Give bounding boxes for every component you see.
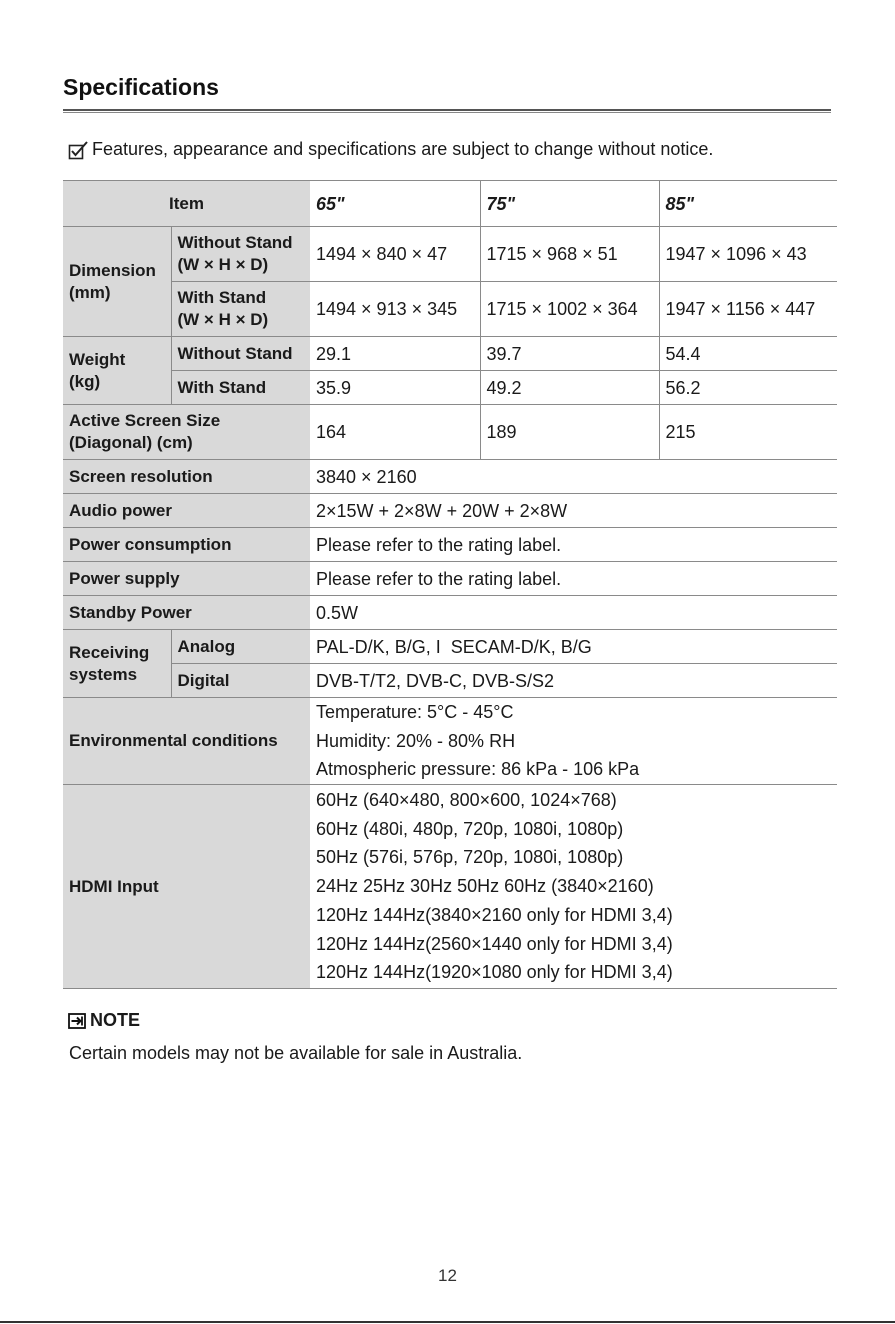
row-label-receiving xyxy=(63,630,171,698)
table-row-power-supply xyxy=(63,562,837,596)
table-cell: 1715 × 968 × 51 xyxy=(480,227,659,282)
page-number: 12 xyxy=(438,1266,457,1285)
table-cell: 215 xyxy=(659,405,837,460)
table-row-dimension-without xyxy=(63,227,837,282)
hdmi-line: 120Hz 144Hz(3840×2160 only for HDMI 3,4) xyxy=(316,904,673,925)
hdmi-line: 60Hz (480i, 480p, 720p, 1080i, 1080p) xyxy=(316,818,624,839)
with-stand-line2: (W × H × D) xyxy=(177,310,269,329)
table-cell: DVB-T/T2, DVB-C, DVB-S/S2 xyxy=(310,664,837,698)
table-row-dimension-with xyxy=(63,282,837,337)
specifications-table xyxy=(63,180,837,989)
header-model-75: 75" xyxy=(480,181,659,227)
hdmi-line: 50Hz (576i, 576p, 720p, 1080i, 1080p) xyxy=(316,847,624,868)
table-row-environment xyxy=(63,698,837,785)
table-cell: 1494 × 913 × 345 xyxy=(310,282,480,337)
table-cell: 49.2 xyxy=(480,371,659,405)
table-cell: Please refer to the rating label. xyxy=(310,528,837,562)
row-label-power-supply: Power supply xyxy=(63,562,310,596)
table-row-power-consumption xyxy=(63,528,837,562)
table-cell: PAL-D/K, B/G, I SECAM-D/K, B/G xyxy=(310,630,837,664)
bottom-border xyxy=(0,1321,895,1323)
row-label-dimension xyxy=(63,227,171,337)
environment-line: Atmospheric pressure: 86 kPa - 106 kPa xyxy=(316,759,640,780)
note-text: Certain models may not be available for sale in Australia. xyxy=(69,1043,523,1063)
environment-values xyxy=(310,698,837,785)
table-cell: 1947 × 1156 × 447 xyxy=(659,282,837,337)
sublabel-without-stand xyxy=(171,227,310,282)
table-row-weight-without xyxy=(63,337,837,371)
row-label-standby: Standby Power xyxy=(63,596,310,630)
row-label-environment: Environmental conditions xyxy=(63,698,310,785)
dimension-label-line2: (mm) xyxy=(69,282,111,302)
environment-line: Temperature: 5°C - 45°C xyxy=(316,702,514,723)
note-heading-text: NOTE xyxy=(90,1010,141,1030)
table-row-receiving-digital xyxy=(63,664,837,698)
table-cell: 164 xyxy=(310,405,480,460)
table-cell: 1715 × 1002 × 364 xyxy=(480,282,659,337)
sublabel-analog: Analog xyxy=(171,630,310,664)
row-label-power-consumption: Power consumption xyxy=(63,528,310,562)
weight-label-line2: (kg) xyxy=(69,371,101,391)
table-cell: 189 xyxy=(480,405,659,460)
environment-line: Humidity: 20% - 80% RH xyxy=(316,730,516,751)
table-cell: 35.9 xyxy=(310,371,480,405)
receiving-label-line2: systems xyxy=(69,664,138,684)
table-row-resolution xyxy=(63,460,837,494)
table-row-standby xyxy=(63,596,837,630)
table-row-receiving-analog xyxy=(63,630,837,664)
hdmi-line: 120Hz 144Hz(1920×1080 only for HDMI 3,4) xyxy=(316,962,673,983)
header-item: Item xyxy=(63,181,310,227)
table-header-row xyxy=(63,181,837,227)
checkbox-pencil-icon xyxy=(68,140,90,160)
table-row-weight-with xyxy=(63,371,837,405)
sublabel-with-stand xyxy=(171,282,310,337)
title-rule xyxy=(63,109,831,111)
notice-text: Features, appearance and specifications are subject to change without notice. xyxy=(92,139,714,159)
dimension-label-line1: Dimension xyxy=(69,260,156,280)
row-label-weight xyxy=(63,337,171,405)
table-cell: 3840 × 2160 xyxy=(310,460,837,494)
row-label-screen-size xyxy=(63,405,310,460)
receiving-label-line1: Receiving xyxy=(69,642,150,662)
hdmi-line: 60Hz (640×480, 800×600, 1024×768) xyxy=(316,789,617,810)
row-label-resolution: Screen resolution xyxy=(63,460,310,494)
table-cell: 2×15W + 2×8W + 20W + 2×8W xyxy=(310,494,837,528)
page-title: Specifications xyxy=(63,74,219,100)
weight-label-line1: Weight xyxy=(69,349,126,369)
table-row-hdmi xyxy=(63,785,837,989)
note-arrow-icon xyxy=(68,1013,86,1029)
hdmi-values xyxy=(310,785,837,989)
table-cell: 56.2 xyxy=(659,371,837,405)
without-stand-line1: Without Stand xyxy=(177,233,293,252)
hdmi-line: 24Hz 25Hz 30Hz 50Hz 60Hz (3840×2160) xyxy=(316,876,654,897)
without-stand-line2: (W × H × D) xyxy=(177,255,269,274)
header-model-65: 65" xyxy=(310,181,480,227)
table-row-screen-size xyxy=(63,405,837,460)
sublabel-weight-with-stand: With Stand xyxy=(171,371,310,405)
notice xyxy=(68,139,713,160)
row-label-hdmi: HDMI Input xyxy=(63,785,310,989)
row-label-audio: Audio power xyxy=(63,494,310,528)
header-model-85: 85" xyxy=(659,181,837,227)
title-rule-thin xyxy=(63,112,831,113)
table-cell: 1494 × 840 × 47 xyxy=(310,227,480,282)
table-cell: Please refer to the rating label. xyxy=(310,562,837,596)
table-cell: 29.1 xyxy=(310,337,480,371)
table-cell: 54.4 xyxy=(659,337,837,371)
sublabel-weight-without-stand: Without Stand xyxy=(171,337,310,371)
table-row-audio xyxy=(63,494,837,528)
screen-size-label-line1: Active Screen Size xyxy=(69,411,221,430)
table-cell: 1947 × 1096 × 43 xyxy=(659,227,837,282)
screen-size-label-line2: (Diagonal) (cm) xyxy=(69,433,193,452)
hdmi-line: 120Hz 144Hz(2560×1440 only for HDMI 3,4) xyxy=(316,933,673,954)
table-cell: 0.5W xyxy=(310,596,837,630)
table-cell: 39.7 xyxy=(480,337,659,371)
sublabel-digital: Digital xyxy=(171,664,310,698)
note-heading xyxy=(68,1010,140,1031)
with-stand-line1: With Stand xyxy=(177,288,267,307)
